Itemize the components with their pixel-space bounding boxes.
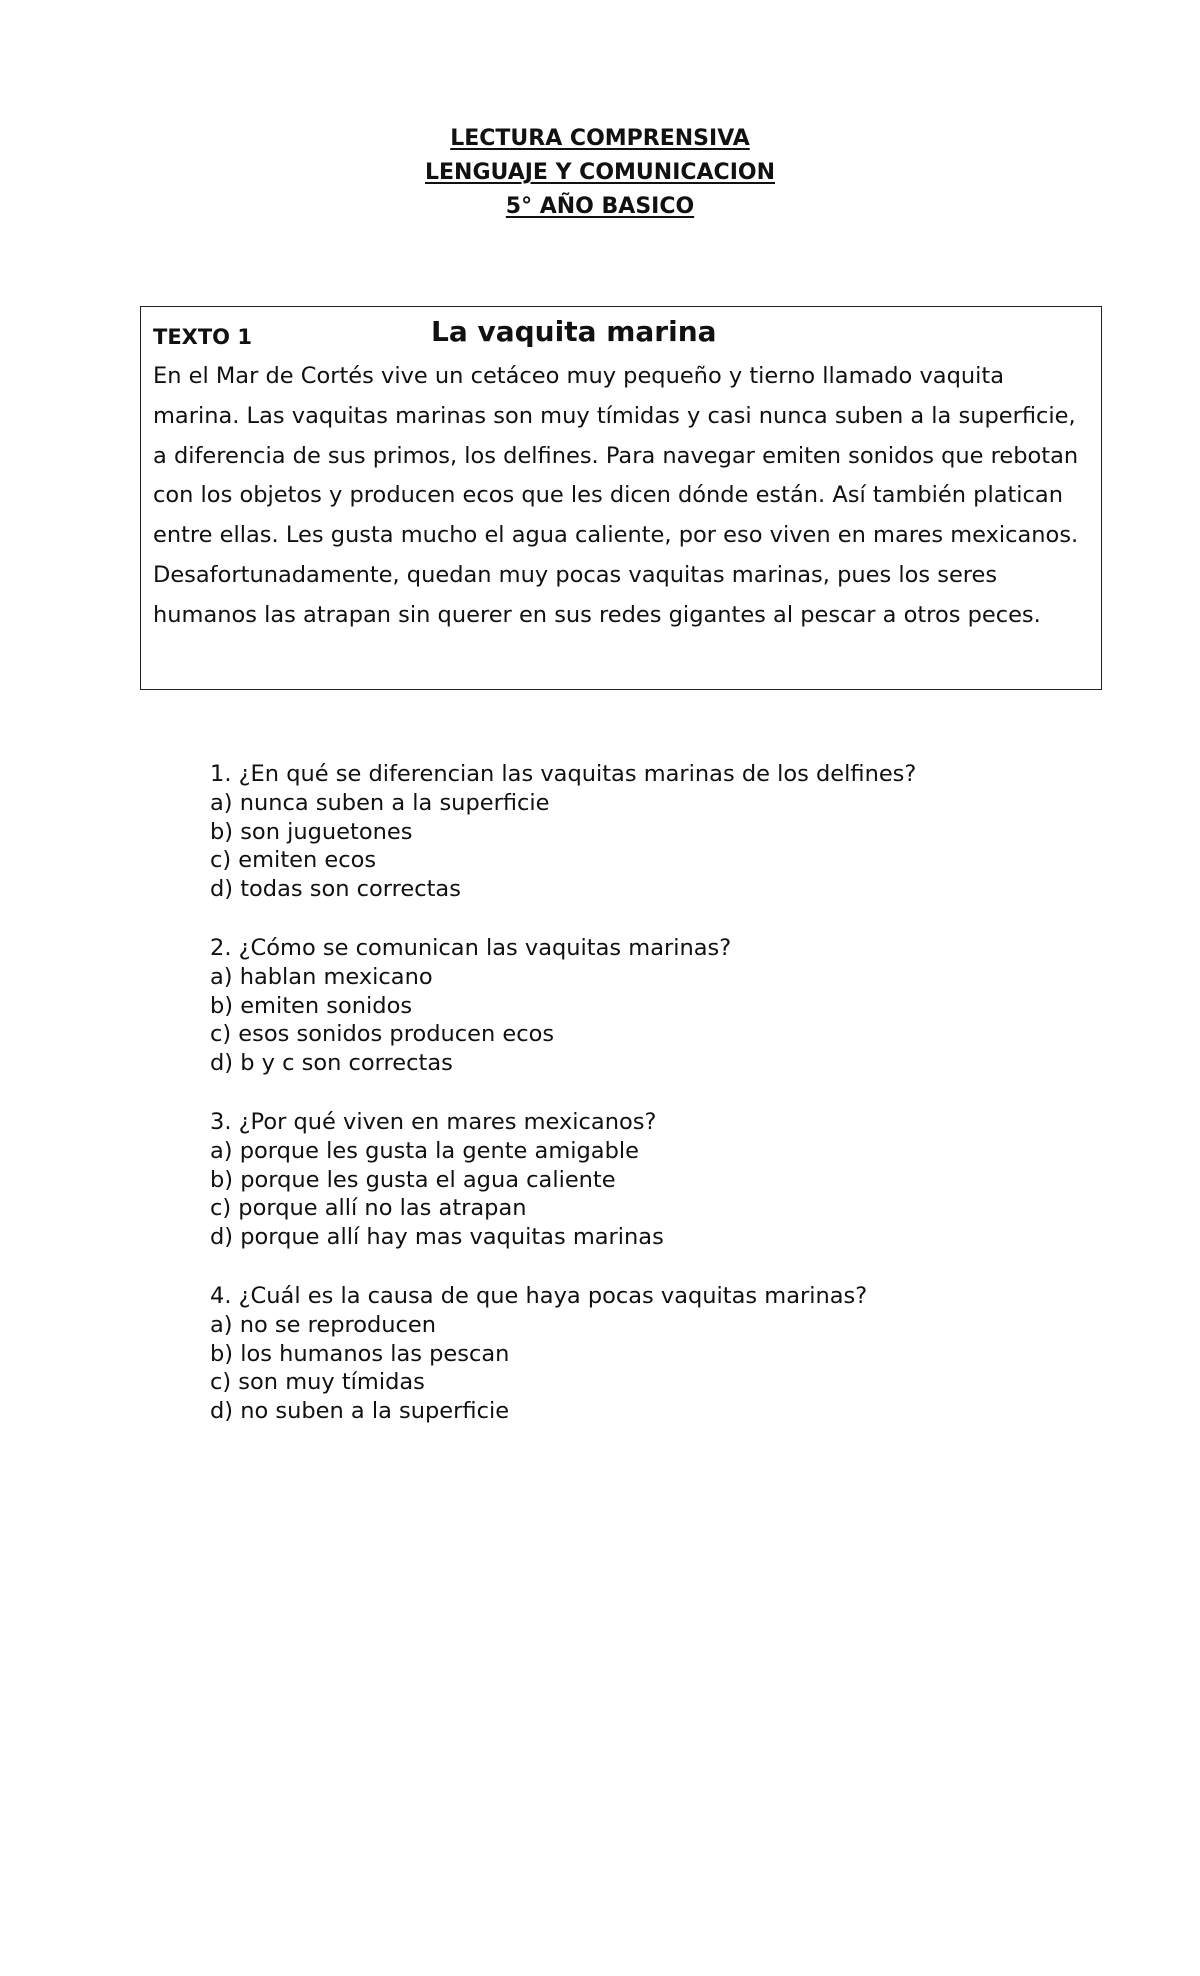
answer-option: a) no se reproducen — [210, 1311, 437, 1338]
question-2 — [210, 934, 1110, 1078]
answer-option: a) nunca suben a la superficie — [210, 789, 550, 816]
header-title: LECTURA COMPRENSIVA — [450, 126, 750, 151]
question-prompt: 4. ¿Cuál es la causa de que haya pocas vaquitas marinas? — [210, 1282, 868, 1309]
answer-option: c) esos sonidos producen ecos — [210, 1021, 555, 1048]
answer-option: c) porque allí no las atrapan — [210, 1195, 527, 1222]
answer-option: b) son juguetones — [210, 818, 413, 845]
answer-option: a) hablan mexicano — [210, 963, 433, 990]
header-subject: LENGUAJE Y COMUNICACION — [424, 160, 775, 185]
question-4 — [210, 1282, 1110, 1426]
text-box-header — [153, 313, 1089, 357]
answer-option: b) porque les gusta el agua caliente — [210, 1166, 616, 1193]
answer-option: d) porque allí hay mas vaquitas marinas — [210, 1224, 664, 1251]
answer-option: d) no suben a la superficie — [210, 1398, 510, 1425]
document-header — [0, 122, 1200, 224]
question-3 — [210, 1108, 1110, 1252]
text-label: TEXTO 1 — [153, 325, 252, 349]
answer-option: c) emiten ecos — [210, 847, 377, 874]
header-grade: 5° AÑO BASICO — [505, 194, 695, 219]
question-prompt: 3. ¿Por qué viven en mares mexicanos? — [210, 1108, 657, 1135]
answer-option: d) b y c son correctas — [210, 1050, 453, 1077]
answer-option: a) porque les gusta la gente amigable — [210, 1137, 639, 1164]
question-1 — [210, 760, 1110, 904]
answer-option: b) los humanos las pescan — [210, 1340, 510, 1367]
text-body: En el Mar de Cortés vive un cetáceo muy pequeño y tierno llamado vaquita marina. Las vaquitas marinas son muy tímidas y casi nunca suben a la superficie, a diferencia de sus primos, los delfines. Para navegar emiten sonidos que rebotan con los objetos y producen ecos que les dicen dónde están. Así también platican entre ellas. Les gusta mucho el agua caliente, por eso viven en mares mexicanos. Desafortunadamente, quedan muy pocas vaquitas marinas, pues los seres humanos las atrapan sin querer en sus redes gigantes al pescar a otros peces. — [153, 363, 1079, 628]
answer-option: d) todas son correctas — [210, 876, 461, 903]
answer-option: b) emiten sonidos — [210, 992, 413, 1019]
questions-section — [210, 760, 1110, 1456]
text-title: La vaquita marina — [431, 315, 717, 348]
question-prompt: 2. ¿Cómo se comunican las vaquitas marinas? — [210, 934, 732, 961]
answer-option: c) son muy tímidas — [210, 1369, 425, 1396]
question-prompt: 1. ¿En qué se diferencian las vaquitas marinas de los delfines? — [210, 761, 917, 787]
reading-text-box — [140, 306, 1102, 690]
